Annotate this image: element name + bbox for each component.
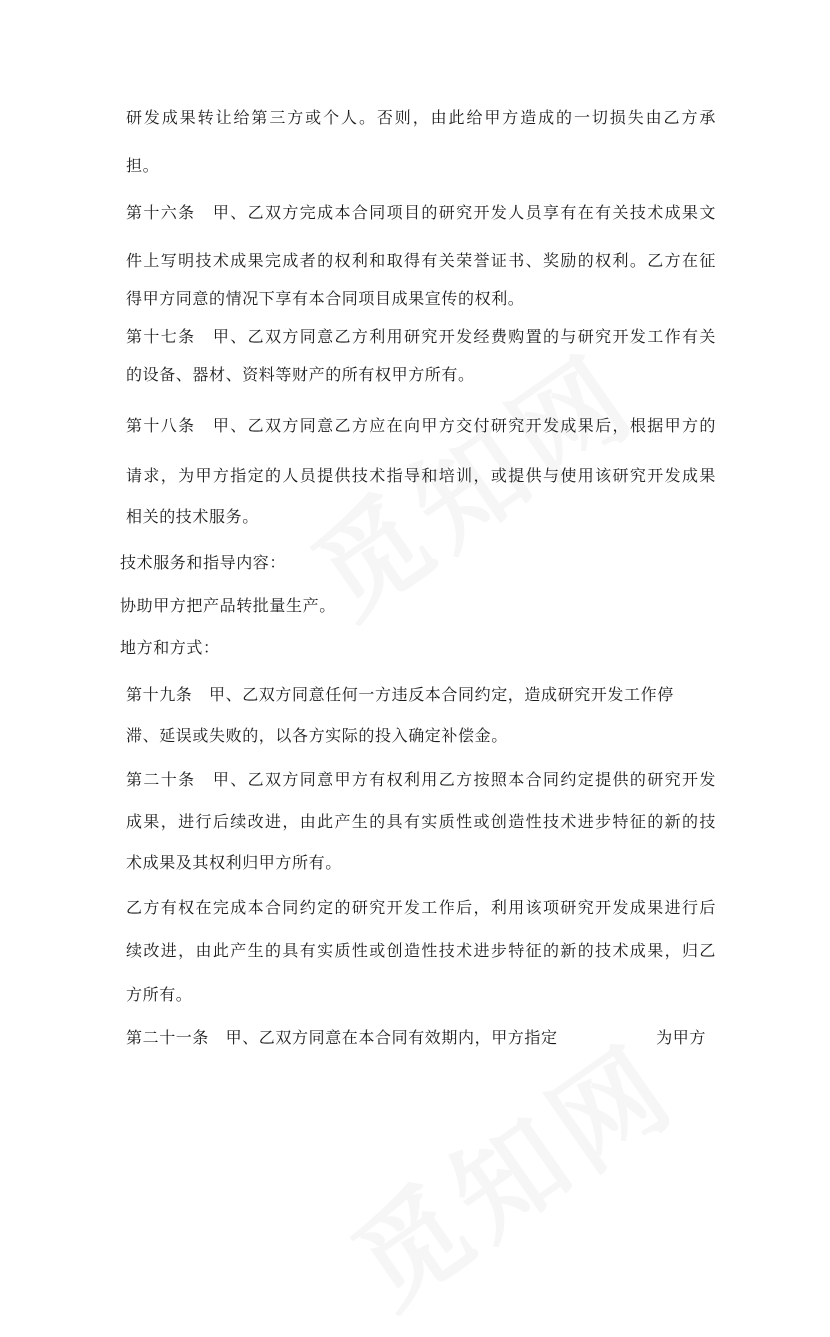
text-line-2: 担。 [126,156,160,175]
text-line-22-right: 为甲方 [656,1028,706,1047]
text-line-12: 协助甲方把产品转批量生产。 [120,596,336,615]
text-line-11: 技术服务和指导内容： [120,553,287,572]
text-line-3: 第十六条 甲、乙双方完成本合同项目的研究开发人员享有在有关技术成果文 [126,203,716,222]
text-line-22 [126,1028,706,1048]
text-line-13: 地方和方式： [120,638,220,657]
text-line-1: 研发成果转让给第三方或个人。否则，由此给甲方造成的一切损失由乙方承 [126,108,716,127]
text-line-18: 术成果及其权利归甲方所有。 [126,853,342,872]
text-line-15: 滞、延误或失败的，以各方实际的投入确定补偿金。 [126,726,508,745]
text-line-9: 请求，为甲方指定的人员提供技术指导和培训，或提供与使用该研究开发成果 [126,466,716,485]
text-line-4: 件上写明技术成果完成者的权利和取得有关荣誉证书、奖励的权利。乙方在征 [126,251,716,270]
watermark-bottom [317,1001,703,1337]
text-line-6: 第十七条 甲、乙双方同意乙方利用研究开发经费购置的与研究开发工作有关 [126,327,716,346]
text-line-17: 成果，进行后续改进，由此产生的具有实质性或创造性技术进步特征的新的技 [126,812,716,831]
text-line-7: 的设备、器材、资料等财产的所有权甲方所有。 [126,365,475,384]
text-line-5: 得甲方同意的情况下享有本合同项目成果宣传的权利。 [126,289,525,308]
text-line-10: 相关的技术服务。 [126,507,259,526]
text-line-21: 方所有。 [126,985,193,1004]
text-line-19: 乙方有权在完成本合同约定的研究开发工作后，利用该项研究开发成果进行后 [126,898,716,917]
text-line-22-left: 第二十一条 甲、乙双方同意在本合同有效期内，甲方指定 [126,1028,558,1047]
text-line-8: 第十八条 甲、乙双方同意乙方应在向甲方交付研究开发成果后，根据甲方的 [126,416,716,435]
text-line-20: 续改进，由此产生的具有实质性或创造性技术进步特征的新的技术成果，归乙 [126,941,716,960]
text-line-14: 第十九条 甲、乙双方同意任何一方违反本合同约定，造成研究开发工作停 [126,685,674,704]
text-line-16: 第二十条 甲、乙双方同意甲方有权利用乙方按照本合同约定提供的研究开发 [126,770,716,789]
